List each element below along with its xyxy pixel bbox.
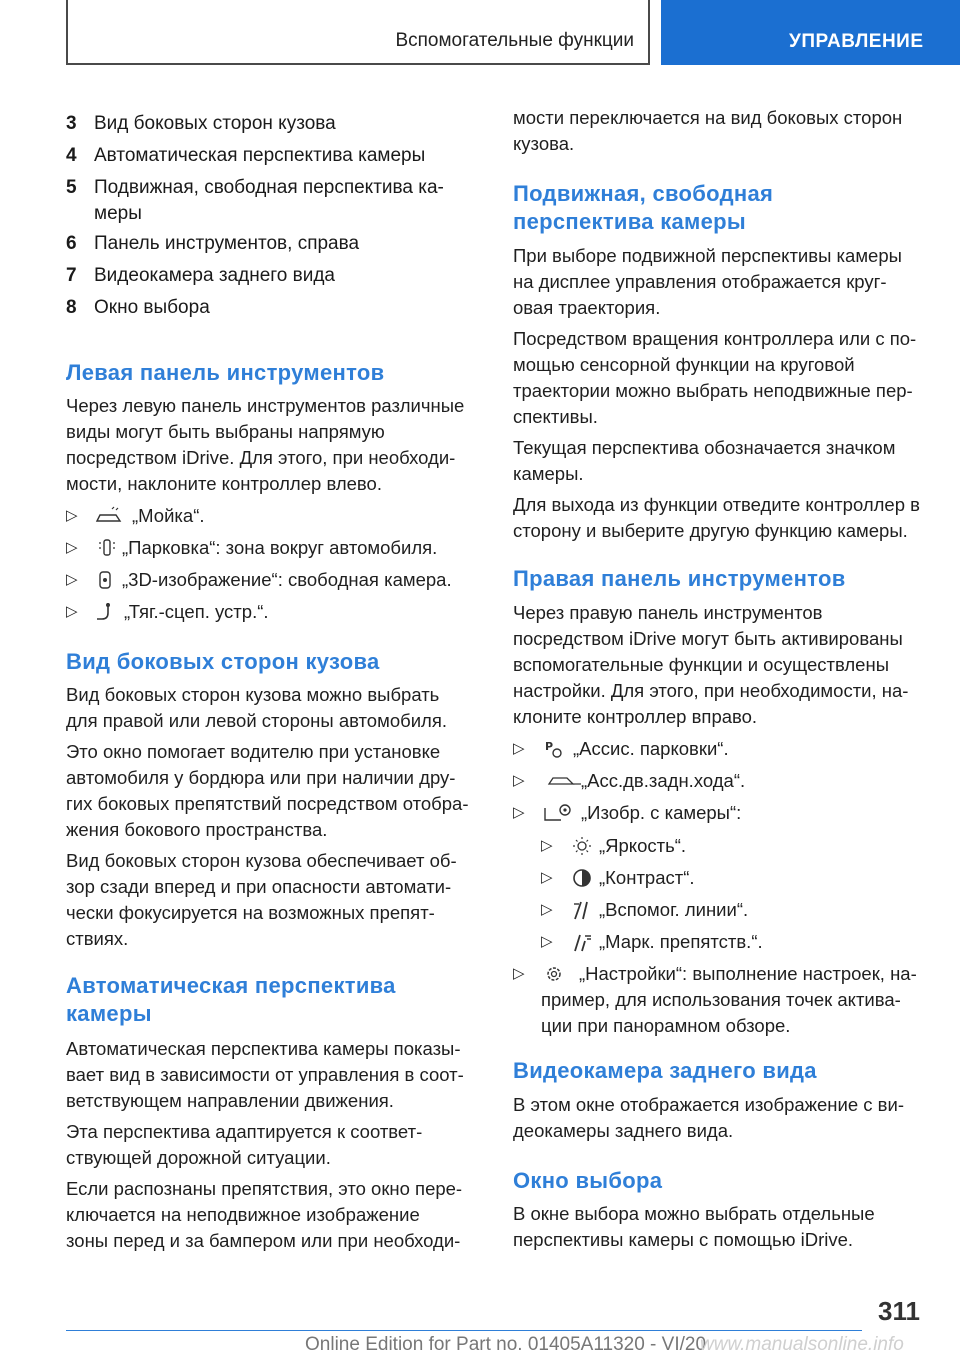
header-section-title: Вспомогательные функции (395, 30, 634, 51)
paragraph-line: Текущая перспектива обозначается значком (513, 437, 896, 458)
svg-text:P: P (545, 740, 554, 753)
section-heading: Левая панель инструментов (66, 360, 385, 385)
paragraph-line: виды могут быть выбраны напрямую (66, 421, 385, 442)
paragraph-line: автомобиля у бордюра или при наличии дру- (66, 767, 456, 788)
3d-view-icon[interactable] (94, 569, 116, 591)
bullet-mark: ▷ (513, 804, 525, 821)
bullet-mark: ▷ (541, 933, 553, 950)
obstacle-marking-icon[interactable] (571, 931, 593, 953)
paragraph-line: ствиях. (66, 928, 129, 949)
paragraph-line: деокамеры заднего вида. (513, 1120, 734, 1141)
section-heading: Правая панель инструментов (513, 566, 846, 591)
section-heading: Окно выбора (513, 1168, 663, 1193)
paragraph-line: В этом окне отображается изображение с ви- (513, 1094, 905, 1115)
paragraph-line: камеры. (513, 463, 584, 484)
paragraph-line: Автоматическая перспектива камеры показы- (66, 1038, 461, 1059)
paragraph-line: мости переключается на вид боковых сторон (513, 107, 903, 128)
bullet-mark: ▷ (513, 965, 525, 982)
bullet-mark: ▷ (66, 571, 78, 588)
bullet-mark: ▷ (541, 837, 553, 854)
header-section-box (66, 0, 650, 65)
section-heading: Автоматическая перспектива (66, 973, 396, 998)
paragraph-line: перспективы камеры с помощью iDrive. (513, 1229, 854, 1250)
paragraph-line: Если распознаны препятствия, это окно пере- (66, 1178, 463, 1199)
paragraph-line: сторону и выберите другую функцию камеры. (513, 520, 908, 541)
paragraph-line: Посредством вращения контроллера или с по- (513, 328, 917, 349)
paragraph-line: ствующей дорожной ситуации. (66, 1147, 331, 1168)
bullet-mark: ▷ (66, 603, 78, 620)
paragraph-line: чески фокусируется на возможных препят- (66, 902, 435, 923)
parking-top-view-icon[interactable] (96, 537, 118, 559)
section-heading-cont: перспектива камеры (513, 209, 746, 234)
paragraph-line: мощью сенсорной функции на круговой (513, 354, 855, 375)
header-chapter-tab[interactable] (661, 0, 960, 65)
bullet-mark: ▷ (541, 901, 553, 918)
paragraph-line: зоны перед и за бампером или при необходи- (66, 1230, 461, 1251)
brightness-icon[interactable] (571, 835, 593, 857)
paragraph-line: В окне выбора можно выбрать отдельные (513, 1203, 875, 1224)
section-heading: Видеокамера заднего вида (513, 1058, 817, 1083)
paragraph-line: посредством iDrive могут быть активированы (513, 628, 903, 649)
paragraph-line: пример, для использования точек актива- (541, 989, 901, 1010)
bullet-mark: ▷ (513, 772, 525, 789)
paragraph-line: вспомогательные функции и осуществлены (513, 654, 889, 675)
paragraph-line: Через правую панель инструментов (513, 602, 823, 623)
page-number: 311 (878, 1296, 920, 1326)
paragraph-line: Через левую панель инструментов различные (66, 395, 465, 416)
paragraph-line: овая траектория. (513, 297, 661, 318)
paragraph-line: посредством iDrive. Для этого, при необходи- (66, 447, 456, 468)
paragraph-line: Вид боковых сторон кузова можно выбрать (66, 684, 440, 705)
paragraph-line: мости, наклоните контроллер влево. (66, 473, 382, 494)
bullet-mark: ▷ (66, 507, 78, 524)
park-assist-icon[interactable] (543, 738, 565, 760)
paragraph-line: ключается на неподвижное изображение (66, 1204, 420, 1225)
paragraph-line: для правой или левой стороны автомобиля. (66, 710, 447, 731)
gear-icon[interactable] (543, 963, 565, 985)
paragraph-line: гих боковых препятствий посредством отобра- (66, 793, 469, 814)
watermark: www.manualsonline.info (700, 1334, 904, 1355)
paragraph-line: Вид боковых сторон кузова обеспечивает об- (66, 850, 457, 871)
car-wash-icon[interactable] (94, 505, 124, 527)
section-heading: Подвижная, свободная (513, 181, 774, 206)
paragraph-line: зор сзади вперед и при опасности автомати- (66, 876, 452, 897)
paragraph-line: При выборе подвижной перспективы камеры (513, 245, 902, 266)
bullet-mark: ▷ (513, 740, 525, 757)
paragraph-line: Для выхода из функции отведите контроллер в (513, 494, 920, 515)
paragraph-line: ции при панорамном обзоре. (541, 1015, 791, 1036)
bullet-mark: ▷ (66, 539, 78, 556)
header-chapter-label: УПРАВЛЕНИЕ (789, 31, 924, 52)
paragraph-line: траектории можно выбрать неподвижные пер- (513, 380, 913, 401)
paragraph-line: Это окно помогает водителю при установке (66, 741, 441, 762)
paragraph-line: клоните контроллер вправо. (513, 706, 758, 727)
trailer-hitch-icon[interactable] (94, 601, 116, 623)
paragraph-line: на дисплее управления отображается круг- (513, 271, 887, 292)
paragraph-line: спективы. (513, 406, 598, 427)
guide-lines-icon[interactable] (571, 899, 593, 921)
camera-settings-icon[interactable] (541, 802, 575, 824)
footer-divider (66, 1330, 862, 1331)
reverse-assist-icon[interactable] (543, 770, 583, 792)
contrast-icon[interactable] (571, 867, 593, 889)
bullet-mark: ▷ (541, 869, 553, 886)
paragraph-line: жения бокового пространства. (66, 819, 328, 840)
section-heading-cont: камеры (66, 1001, 152, 1026)
paragraph-line: вает вид в зависимости от управления в соот- (66, 1064, 464, 1085)
paragraph-line: кузова. (513, 133, 575, 154)
footer-edition: Online Edition for Part no. 01405A11320 - VI/20 (305, 1334, 707, 1355)
paragraph-line: настройки. Для этого, при необходимости, на- (513, 680, 909, 701)
paragraph-line: Эта перспектива адаптируется к соответ- (66, 1121, 423, 1142)
paragraph-line: ветствующем направлении движения. (66, 1090, 394, 1111)
section-heading: Вид боковых сторон кузова (66, 649, 380, 674)
